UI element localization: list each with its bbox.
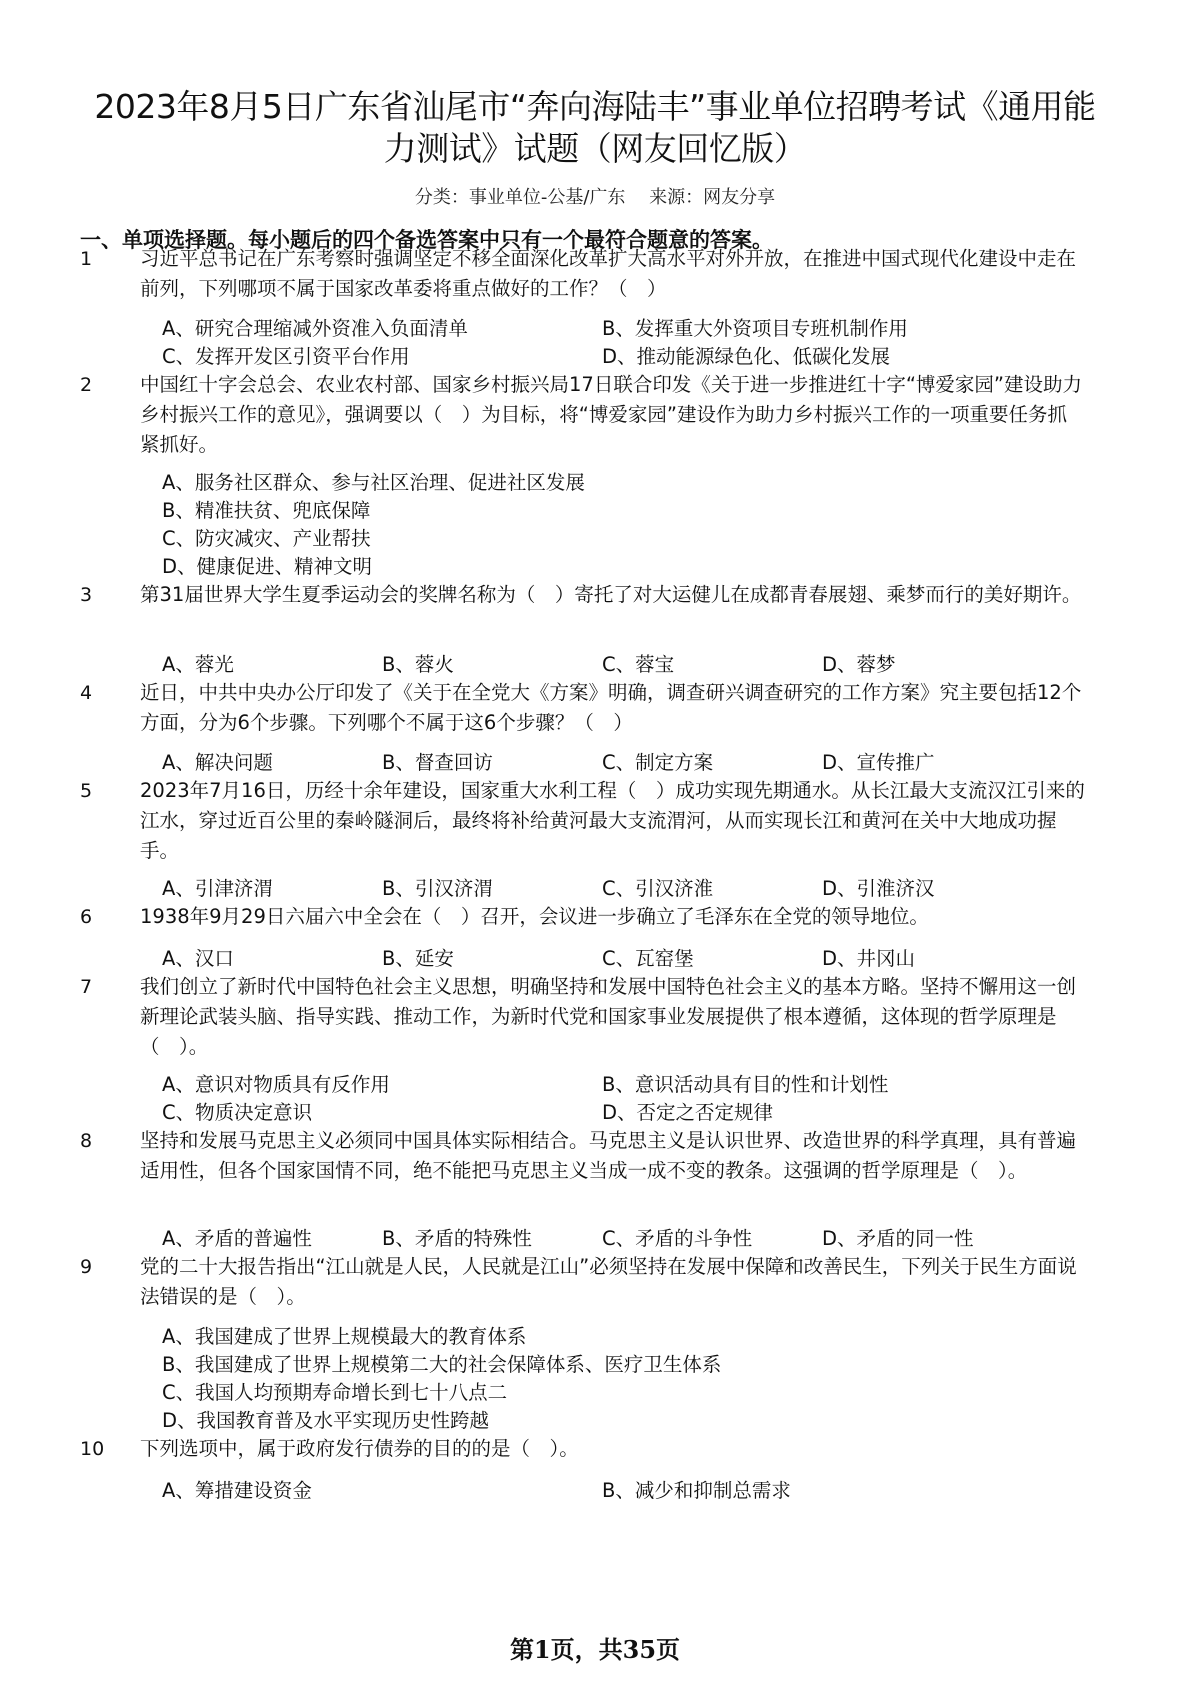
option-b: B、蓉火: [382, 653, 454, 676]
option-d: D、矛盾的同一性: [822, 1227, 974, 1250]
option-b: B、精准扶贫、兜底保障: [162, 499, 371, 522]
question-3: [80, 580, 1090, 610]
question-text: 党的二十大报告指出“江山就是人民，人民就是江山”必须坚持在发展中保障和改善民生，下列关于民生方面说法错误的是（ ）。: [140, 1255, 1077, 1308]
option-a: A、解决问题: [162, 751, 273, 774]
option-c: C、引汉济淮: [602, 877, 714, 900]
option-a: A、我国建成了世界上规模最大的教育体系: [162, 1325, 527, 1348]
option-c: C、瓦窑堡: [602, 947, 694, 970]
option-d: D、宣传推广: [822, 751, 935, 774]
option-d: D、否定之否定规律: [602, 1101, 774, 1124]
question-9: [80, 1252, 1090, 1312]
question-number: 8: [80, 1130, 93, 1152]
option-a: A、汉口: [162, 947, 234, 970]
question-number: 6: [80, 906, 93, 928]
option-a: A、蓉光: [162, 653, 234, 676]
question-text: 下列选项中，属于政府发行债券的目的的是（ ）。: [140, 1437, 579, 1460]
option-b: B、延安: [382, 947, 454, 970]
question-text: 近日，中共中央办公厅印发了《关于在全党大《方案》明确，调查研兴调查研究的工作方案》究主要包括12个方面，分为6个步骤。下列哪个不属于这6个步骤？（ ）: [140, 681, 1082, 734]
question-text: 习近平总书记在广东考察时强调坚定不移全面深化改革扩大高水平对外开放，在推进中国式现代化建设中走在前列，下列哪项不属于国家改革委将重点做好的工作？（ ）: [140, 247, 1077, 300]
question-1: [80, 244, 1090, 304]
question-number: 5: [80, 780, 93, 802]
document-meta: 分类：事业单位-公基/广东 来源：网友分享: [414, 187, 776, 208]
question-number: 1: [80, 248, 93, 270]
question-number: 10: [80, 1438, 105, 1460]
option-a: A、矛盾的普遍性: [162, 1227, 312, 1250]
question-number: 4: [80, 682, 93, 704]
page-footer: 第1页，共35页: [509, 1635, 681, 1664]
question-number: 2: [80, 374, 93, 396]
option-d: D、健康促进、精神文明: [162, 555, 373, 578]
question-text: 第31届世界大学生夏季运动会的奖牌名称为（ ）寄托了对大运健儿在成都青春展翅、乘梦而行的美好期许。: [140, 583, 1082, 606]
option-d: D、蓉梦: [822, 653, 896, 676]
option-c: C、防灾减灾、产业帮扶: [162, 527, 371, 550]
option-b: B、减少和抑制总需求: [602, 1479, 791, 1502]
option-c: C、制定方案: [602, 751, 714, 774]
question-6: [80, 902, 1090, 932]
option-b: B、督查回访: [382, 751, 493, 774]
section-heading: 一、单项选择题。每小题后的四个备选答案中只有一个最符合题意的答案。: [80, 228, 773, 252]
option-c: C、蓉宝: [602, 653, 675, 676]
option-c: C、物质决定意识: [162, 1101, 313, 1124]
question-text: 2023年7月16日，历经十余年建设，国家重大水利工程（ ）成功实现先期通水。从长江最大支流汉江引来的江水，穿过近百公里的秦岭隧洞后，最终将补给黄河最大支流渭河，从而实现长江和黄河在关中大地成功握手。: [140, 779, 1085, 862]
question-7: [80, 972, 1090, 1062]
option-c: C、发挥开发区引资平台作用: [162, 345, 410, 368]
option-c: C、我国人均预期寿命增长到七十八点二: [162, 1381, 508, 1404]
question-text: 我们创立了新时代中国特色社会主义思想，明确坚持和发展中国特色社会主义的基本方略。坚持不懈用这一创新理论武装头脑、指导实践、推动工作，为新时代党和国家事业发展提供了根本遵循，这体现的哲学原理是（ ）。: [140, 975, 1077, 1058]
option-a: A、研究合理缩减外资准入负面清单: [162, 317, 468, 340]
option-a: A、筹措建设资金: [162, 1479, 312, 1502]
option-d: D、井冈山: [822, 947, 916, 970]
option-d: D、推动能源绿色化、低碳化发展: [602, 345, 891, 368]
option-c: C、矛盾的斗争性: [602, 1227, 753, 1250]
question-4: [80, 678, 1090, 738]
question-8: [80, 1126, 1090, 1186]
option-a: A、意识对物质具有反作用: [162, 1073, 390, 1096]
option-a: A、服务社区群众、参与社区治理、促进社区发展: [162, 471, 585, 494]
question-10: [80, 1434, 1090, 1464]
question-2: [80, 370, 1090, 460]
option-d: D、引淮济汉: [822, 877, 935, 900]
document-title: 2023年8月5日广东省汕尾市“奔向海陆丰”事业单位招聘考试《通用能力测试》试题（网友回忆版）: [94, 87, 1096, 168]
option-b: B、矛盾的特殊性: [382, 1227, 532, 1250]
question-number: 3: [80, 584, 93, 606]
question-number: 7: [80, 976, 93, 998]
option-b: B、发挥重大外资项目专班机制作用: [602, 317, 908, 340]
option-b: B、意识活动具有目的性和计划性: [602, 1073, 889, 1096]
question-5: [80, 776, 1090, 866]
question-text: 1938年9月29日六届六中全会在（ ）召开，会议进一步确立了毛泽东在全党的领导地位。: [140, 905, 929, 928]
option-b: B、我国建成了世界上规模第二大的社会保障体系、医疗卫生体系: [162, 1353, 722, 1376]
question-text: 中国红十字会总会、农业农村部、国家乡村振兴局17日联合印发《关于进一步推进红十字“博爱家园”建设助力乡村振兴工作的意见》，强调要以（ ）为目标，将“博爱家园”建设作为助力乡村振兴工作的一项重要任务抓紧抓好。: [140, 373, 1083, 456]
question-number: 9: [80, 1256, 93, 1278]
option-b: B、引汉济渭: [382, 877, 493, 900]
option-d: D、我国教育普及水平实现历史性跨越: [162, 1409, 490, 1432]
option-a: A、引津济渭: [162, 877, 273, 900]
question-text: 坚持和发展马克思主义必须同中国具体实际相结合。马克思主义是认识世界、改造世界的科学真理，具有普遍适用性，但各个国家国情不同，绝不能把马克思主义当成一成不变的教条。这强调的哲学原理是（ ）。: [140, 1129, 1077, 1182]
